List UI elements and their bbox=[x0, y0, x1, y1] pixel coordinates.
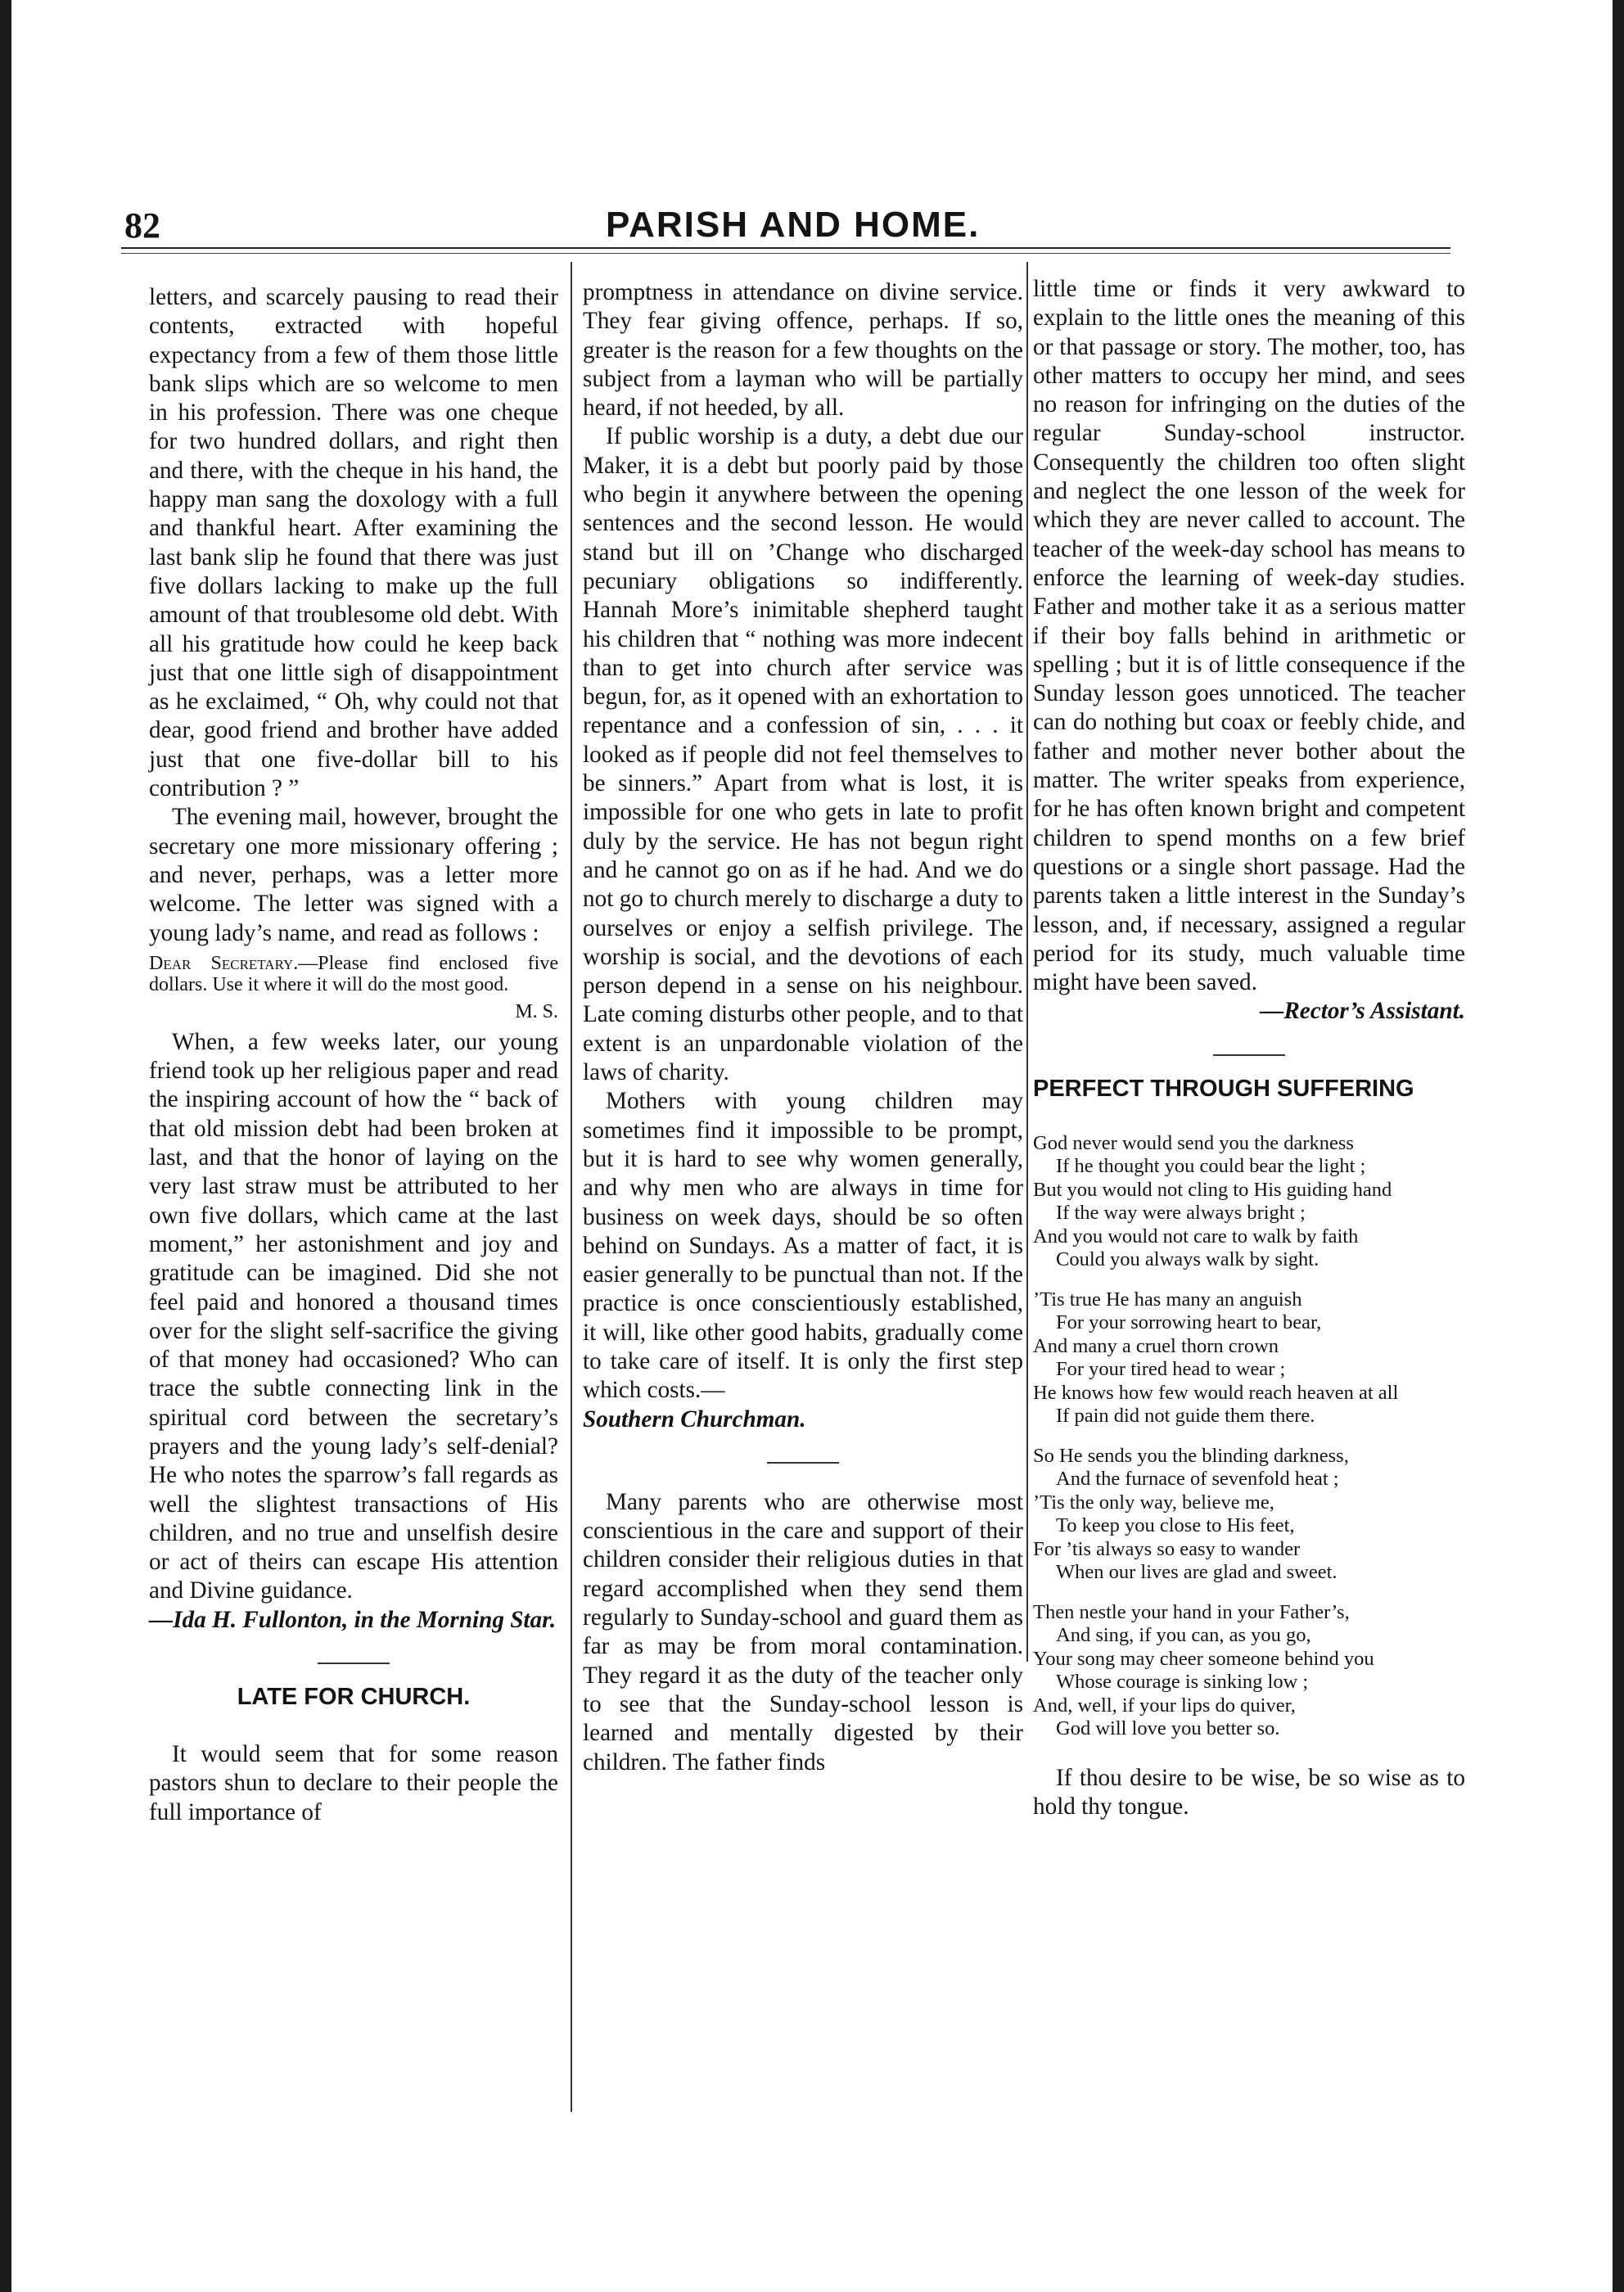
poem-line: And you would not care to walk by faith bbox=[1033, 1225, 1359, 1248]
letter-salutation: Dear Secretary. bbox=[149, 952, 299, 974]
section-divider bbox=[767, 1462, 839, 1464]
poem-line: If pain did not guide them there. bbox=[1056, 1405, 1315, 1428]
running-title: PARISH AND HOME. bbox=[606, 205, 981, 245]
poem-line: For your tired head to wear ; bbox=[1056, 1358, 1286, 1381]
poem-line: And sing, if you can, as you go, bbox=[1056, 1624, 1311, 1647]
poem-line: Then nestle your hand in your Father’s, bbox=[1033, 1600, 1350, 1623]
paragraph: promptness in attendance on divine service. They fear giving offence, perhaps. If so, greater is the reason for a few thoughts on the subject from a layman who will be partially heard, if not heeded, by all. bbox=[583, 279, 1023, 422]
poem-line: ’Tis true He has many an anguish bbox=[1033, 1288, 1302, 1311]
poem-stanza bbox=[1033, 1601, 1465, 1741]
page-number: 82 bbox=[124, 205, 160, 246]
letter-signature: M. S. bbox=[515, 1000, 558, 1022]
header-rule-thin bbox=[121, 253, 1450, 254]
paragraph: When, a few weeks later, our young friend took up her religious paper and read the inspiring account of how the “ back of that old mission debt had been broken at last, and that the honor of laying on the very last straw must be attributed to her own five dollars, which came at the last moment,” her astonishment and joy and gratitude can be imagined. Did she not feel paid and honored a thousand times over for the slight self-sacrifice the giving of that money had occasioned? Who can trace the subtle connecting link in the spiritual cord between the secretary’s prayers and the young lady’s self-denial? He who notes the sparrow’s fall regards as well the slightest transactions of His children, and no true and unselfish desire or act of theirs can escape His attention and Divine guidance. bbox=[149, 1028, 558, 1604]
column-divider-right bbox=[1026, 262, 1028, 1662]
poem-line: For ’tis always so easy to wander bbox=[1033, 1537, 1301, 1560]
poem-title: PERFECT THROUGH SUFFERING bbox=[1033, 1075, 1414, 1102]
poem-line: God will love you better so. bbox=[1056, 1717, 1280, 1740]
column-1 bbox=[149, 283, 558, 2125]
poem-line: But you would not cling to His guiding hand bbox=[1033, 1178, 1392, 1201]
poem-line: When our lives are glad and sweet. bbox=[1056, 1561, 1338, 1584]
paragraph: It would seem that for some reason pastors shun to declare to their people the full importance of bbox=[149, 1741, 558, 1825]
poem-stanza bbox=[1033, 1445, 1465, 1585]
attribution: Southern Churchman. bbox=[583, 1405, 806, 1432]
paragraph: Mothers with young children may sometimes find it impossible to be prompt, but it is hard to see why women generally, and why men who are always in time for business on week days, should be so often behind on Sundays. As a matter of fact, it is easier generally to be punctual than not. If the practice is once conscientiously established, it will, like other good habits, gradually come to take care of itself. It is only the first step which costs.— bbox=[583, 1088, 1023, 1404]
poem-line: God never would send you the darkness bbox=[1033, 1131, 1354, 1154]
poem-line: So He sends you the blinding darkness, bbox=[1033, 1444, 1349, 1467]
poem-line: To keep you close to His feet, bbox=[1056, 1514, 1295, 1537]
paragraph: letters, and scarcely pausing to read their contents, extracted with hopeful expectancy from a few of them those little bank slips which are so welcome to men in his profession. There was one cheque for two hundred dollars, and right then and there, with the cheque in his hand, the happy man sang the doxology with a full and thankful heart. After examining the last bank slip he found that there was just five dollars lacking to make up the full amount of that troublesome old debt. With all his gratitude how could he keep back just that one little sigh of disappointment as he exclaimed, “ Oh, why could not that dear, good friend and brother have added just that one five-dollar bill to his contribution ? ” bbox=[149, 284, 558, 802]
poem-line: ’Tis the only way, believe me, bbox=[1033, 1491, 1274, 1514]
attribution: —Ida H. Fullonton, in the Morning Star. bbox=[149, 1606, 557, 1633]
paragraph: The evening mail, however, brought the secretary one more missionary offering ; and never, perhaps, was a letter more welcome. The letter was signed with a young lady’s name, and read as follows : bbox=[149, 804, 558, 946]
poem-line: Whose courage is sinking low ; bbox=[1056, 1671, 1309, 1694]
quoted-letter bbox=[149, 953, 558, 995]
scan-edge-right bbox=[1613, 0, 1624, 2292]
header-rule bbox=[121, 247, 1450, 249]
column-3 bbox=[1033, 275, 1465, 2141]
column-divider-left bbox=[571, 262, 572, 2112]
letter-text: —Please find enclosed five dollars. Use it where it will do the most good. bbox=[149, 952, 558, 995]
poem-stanza bbox=[1033, 1288, 1465, 1428]
paragraph: little time or finds it very awkward to explain to the little ones the meaning of this or that passage or story. The mother, too, has other matters to occupy her mind, and sees no reason for infringing on the duties of the regular Sunday-school instructor. Consequently the children too often slight and neglect the one lesson of the week for which they are never called to account. The teacher of the week-day school has means to enforce the learning of week-day studies. Father and mother take it as a serious matter if their boy falls behind in arithmetic or spelling ; but it is of little consequence if the Sunday lesson goes unnoticed. The teacher can do nothing but coax or feebly chide, and father and mother never bother about the matter. The writer speaks from experience, for he has often known bright and competent children to spend months on a few brief questions or a single short passage. Had the parents taken a little interest in the Sunday’s lesson, and, if necessary, assigned a regular period for its study, much valuable time might have been saved. bbox=[1033, 276, 1465, 996]
column-2 bbox=[583, 278, 1023, 1775]
poem-stanza bbox=[1033, 1132, 1465, 1272]
section-divider bbox=[1213, 1054, 1285, 1056]
paragraph: If public worship is a duty, a debt due our Maker, it is a debt but poorly paid by those who begin it anywhere between the opening sentences and the second lesson. He would stand but ill on ’Change who discharged pecuniary obligations so indifferently. Hannah More’s inimitable shepherd taught his children that “ nothing was more indecent than to get into church after service was begun, for, as it opened with an exhortation to repentance and a confession of sin, . . . it looked as if people did not feel themselves to be sinners.” Apart from what is lost, it is impossible for one who gets in late to profit duly by the service. He has not begun right and he cannot go on as if he had. And we do not go to church merely to discharge a duty to ourselves or enjoy a selfish privilege. The worship is social, and the devotions of each person depend in a sense on his neighbour. Late coming disturbs other people, and to that extent is an unpardonable violation of the laws of charity. bbox=[583, 423, 1023, 1086]
proverb: If thou desire to be wise, be so wise as to hold thy tongue. bbox=[1033, 1764, 1465, 1821]
poem-line: For your sorrowing heart to bear, bbox=[1056, 1311, 1322, 1334]
poem-line: Your song may cheer someone behind you bbox=[1033, 1647, 1374, 1670]
poem bbox=[1033, 1132, 1465, 1741]
poem-line: If the way were always bright ; bbox=[1056, 1202, 1306, 1225]
poem-line: Could you always walk by sight. bbox=[1056, 1248, 1320, 1271]
section-heading: LATE FOR CHURCH. bbox=[237, 1684, 471, 1711]
attribution: —Rector’s Assistant. bbox=[1260, 998, 1465, 1025]
poem-line: And the furnace of sevenfold heat ; bbox=[1056, 1468, 1339, 1491]
scan-edge-left bbox=[0, 0, 11, 2292]
poem-line: And many a cruel thorn crown bbox=[1033, 1334, 1279, 1357]
poem-line: He knows how few would reach heaven at all bbox=[1033, 1381, 1399, 1404]
paragraph: Many parents who are otherwise most conscientious in the care and support of their children consider their religious duties in that regard accomplished when they send them regularly to Sunday-school and guard them as far as may be from moral contamination. They regard it as the duty of the teacher only to see that the Sunday-school lesson is learned and mentally digested by their children. The father finds bbox=[583, 1488, 1023, 1775]
section-divider bbox=[318, 1663, 390, 1664]
poem-line: If he thought you could bear the light ; bbox=[1056, 1155, 1366, 1178]
poem-line: And, well, if your lips do quiver, bbox=[1033, 1694, 1296, 1717]
